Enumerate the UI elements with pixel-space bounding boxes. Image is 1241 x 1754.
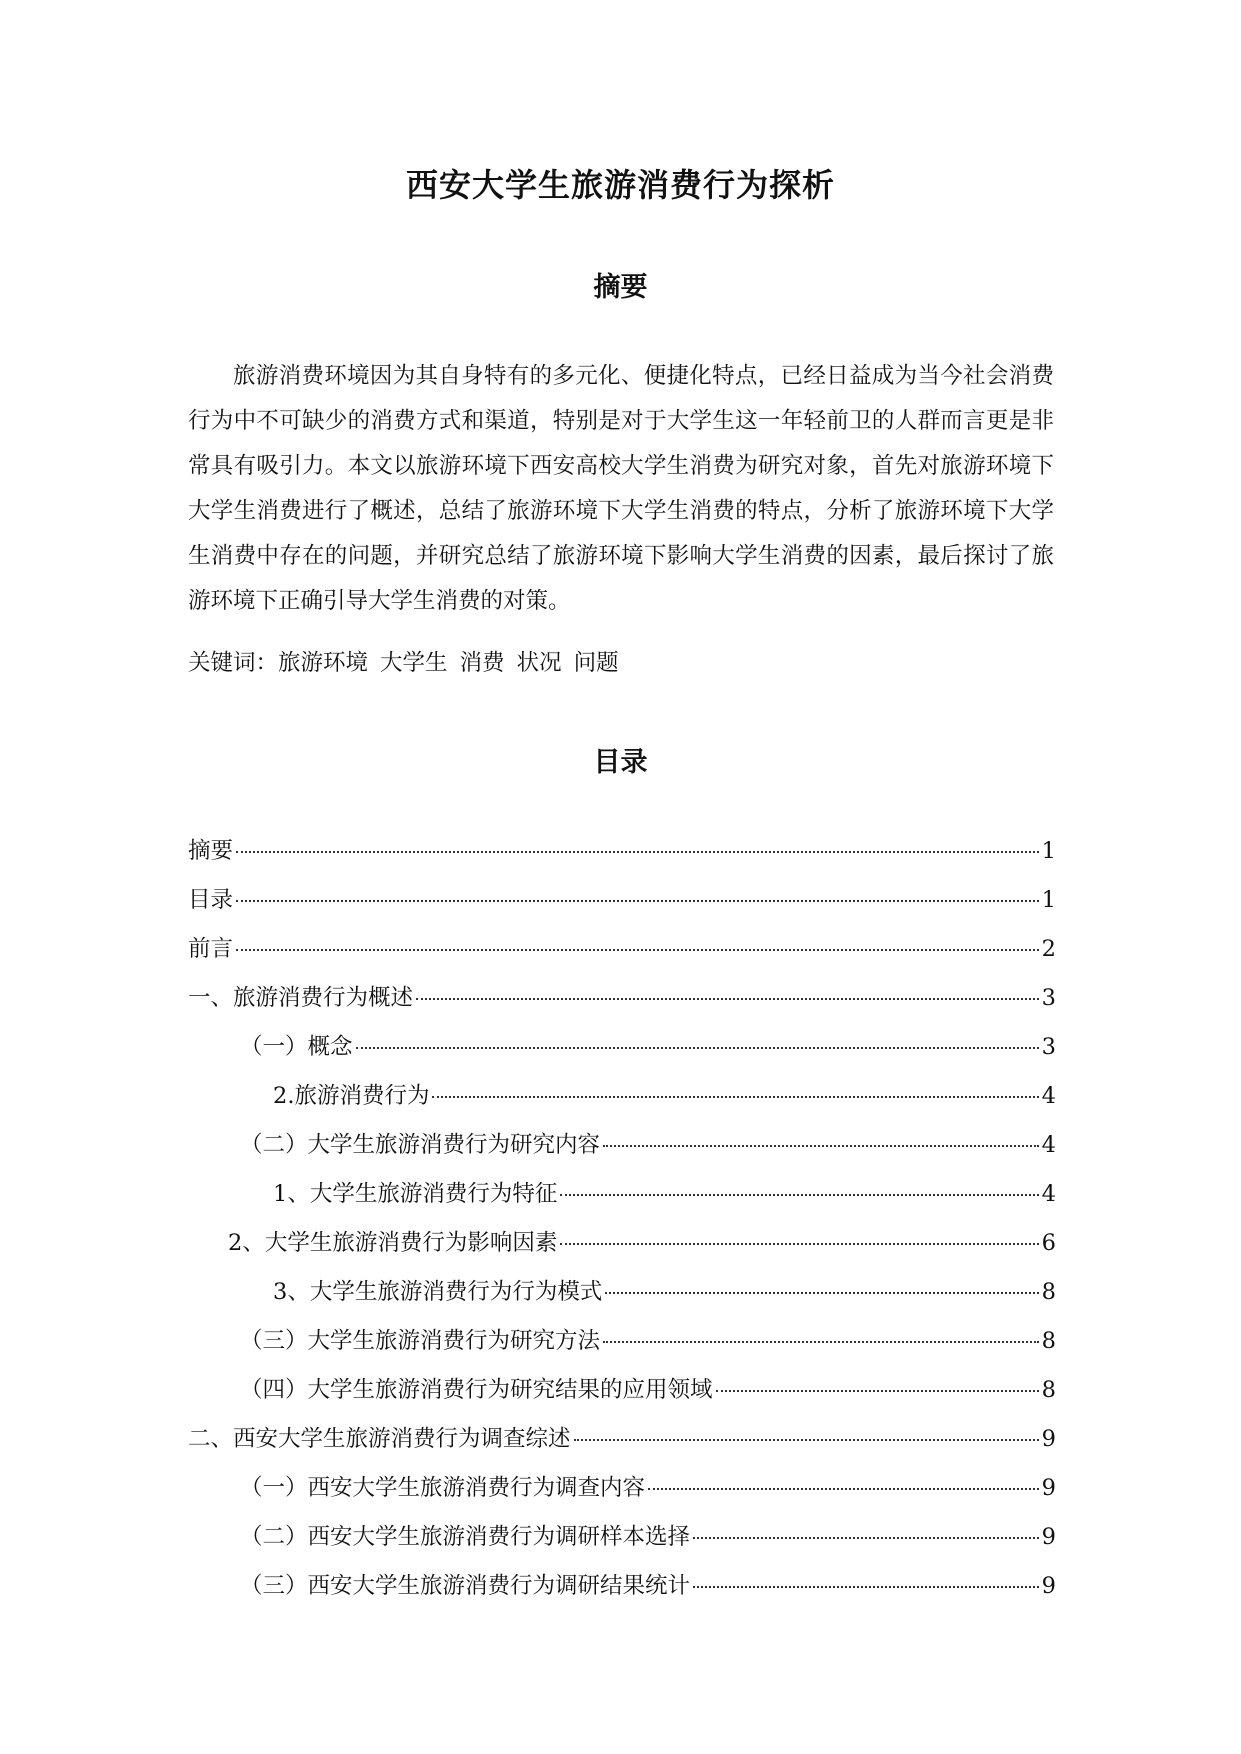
toc-entry-page: 4 — [1041, 1181, 1056, 1207]
toc-heading: 目录 — [593, 747, 648, 778]
toc-entry[interactable] — [188, 1274, 1056, 1323]
abstract-heading: 摘要 — [593, 272, 648, 303]
toc-entry-label: （二）西安大学生旅游消费行为调研样本选择 — [240, 1524, 691, 1550]
toc-entry-label: 1、大学生旅游消费行为特征 — [273, 1181, 558, 1207]
toc-entry-page: 6 — [1041, 1230, 1056, 1256]
toc-leader-dots — [716, 1390, 1039, 1392]
toc-entry-label: （一）西安大学生旅游消费行为调查内容 — [240, 1475, 646, 1501]
toc-leader-dots — [574, 1439, 1039, 1441]
toc-entry-label: （二）大学生旅游消费行为研究内容 — [240, 1132, 601, 1158]
toc-leader-dots — [603, 1341, 1039, 1343]
toc-leader-dots — [648, 1488, 1039, 1490]
toc-entry[interactable] — [188, 1127, 1056, 1176]
toc-leader-dots — [236, 949, 1039, 951]
toc-entry-label: （三）大学生旅游消费行为研究方法 — [240, 1328, 601, 1354]
toc-entry-page: 9 — [1041, 1524, 1056, 1550]
keyword: 消费 — [459, 650, 505, 676]
toc-entry[interactable] — [188, 1029, 1056, 1078]
toc-entry-label: 一、旅游消费行为概述 — [188, 985, 414, 1011]
toc-entry-label: 目录 — [188, 887, 234, 913]
toc-leader-dots — [236, 900, 1039, 902]
toc-entry[interactable] — [188, 882, 1056, 931]
keyword: 旅游环境 — [278, 650, 369, 676]
toc-entry-page: 9 — [1041, 1475, 1056, 1501]
abstract-paragraph: 旅游消费环境因为其自身特有的多元化、便捷化特点，已经日益成为当今社会消费行为中不可缺少的消费方式和渠道，特别是对于大学生这一年轻前卫的人群而言更是非常具有吸引力。本文以旅游环境下西安高校大学生消费为研究对象，首先对旅游环境下大学生消费进行了概述，总结了旅游环境下大学生消费的特点，分析了旅游环境下大学生消费中存在的问题，并研究总结了旅游环境下影响大学生消费的因素，最后探讨了旅游环境下正确引导大学生消费的对策。 — [188, 363, 1054, 614]
toc-entry-label: （三）西安大学生旅游消费行为调研结果统计 — [240, 1573, 691, 1599]
toc-entry[interactable] — [188, 931, 1056, 980]
toc-entry-label: 3、大学生旅游消费行为行为模式 — [273, 1279, 603, 1305]
table-of-contents — [188, 833, 1056, 1617]
toc-entry-page: 8 — [1041, 1377, 1056, 1403]
toc-entry[interactable] — [188, 1421, 1056, 1470]
toc-leader-dots — [693, 1586, 1039, 1588]
toc-entry[interactable] — [188, 1519, 1056, 1568]
toc-entry-page: 1 — [1041, 887, 1056, 913]
toc-entry[interactable] — [188, 980, 1056, 1029]
toc-entry-label: 2、大学生旅游消费行为影响因素 — [228, 1230, 558, 1256]
keyword: 问题 — [573, 650, 619, 676]
toc-entry-label: 摘要 — [188, 838, 234, 864]
toc-leader-dots — [560, 1243, 1038, 1245]
keyword: 状况 — [516, 650, 562, 676]
toc-leader-dots — [603, 1145, 1039, 1147]
toc-entry[interactable] — [188, 1225, 1056, 1274]
toc-entry-label: 2.旅游消费行为 — [273, 1083, 430, 1109]
toc-entry[interactable] — [188, 833, 1056, 882]
toc-leader-dots — [416, 998, 1039, 1000]
toc-entry[interactable] — [188, 1568, 1056, 1617]
toc-entry[interactable] — [188, 1372, 1056, 1421]
toc-entry[interactable] — [188, 1470, 1056, 1519]
keyword: 大学生 — [380, 650, 448, 676]
toc-entry-page: 2 — [1041, 936, 1056, 962]
toc-entry-page: 8 — [1041, 1328, 1056, 1354]
toc-leader-dots — [605, 1292, 1038, 1294]
toc-entry[interactable] — [188, 1323, 1056, 1372]
toc-entry-page: 8 — [1041, 1279, 1056, 1305]
toc-entry-page: 3 — [1041, 985, 1056, 1011]
toc-leader-dots — [432, 1096, 1038, 1098]
toc-leader-dots — [693, 1537, 1039, 1539]
toc-entry-page: 9 — [1041, 1573, 1056, 1599]
toc-entry-label: （四）大学生旅游消费行为研究结果的应用领域 — [240, 1377, 713, 1403]
toc-entry-page: 4 — [1041, 1132, 1056, 1158]
toc-leader-dots — [560, 1194, 1038, 1196]
toc-leader-dots — [356, 1047, 1039, 1049]
document-title: 西安大学生旅游消费行为探析 — [405, 166, 835, 204]
toc-entry-label: （一）概念 — [240, 1034, 353, 1060]
toc-entry[interactable] — [188, 1176, 1056, 1225]
toc-entry-page: 9 — [1041, 1426, 1056, 1452]
toc-entry-page: 1 — [1041, 838, 1056, 864]
toc-entry-page: 4 — [1041, 1083, 1056, 1109]
toc-entry-label: 二、西安大学生旅游消费行为调查综述 — [188, 1426, 571, 1452]
toc-leader-dots — [236, 851, 1039, 853]
keywords-line — [188, 648, 631, 678]
toc-entry[interactable] — [188, 1078, 1056, 1127]
toc-entry-page: 3 — [1041, 1034, 1056, 1060]
toc-entry-label: 前言 — [188, 936, 234, 962]
keywords-label: 关键词： — [188, 650, 279, 676]
